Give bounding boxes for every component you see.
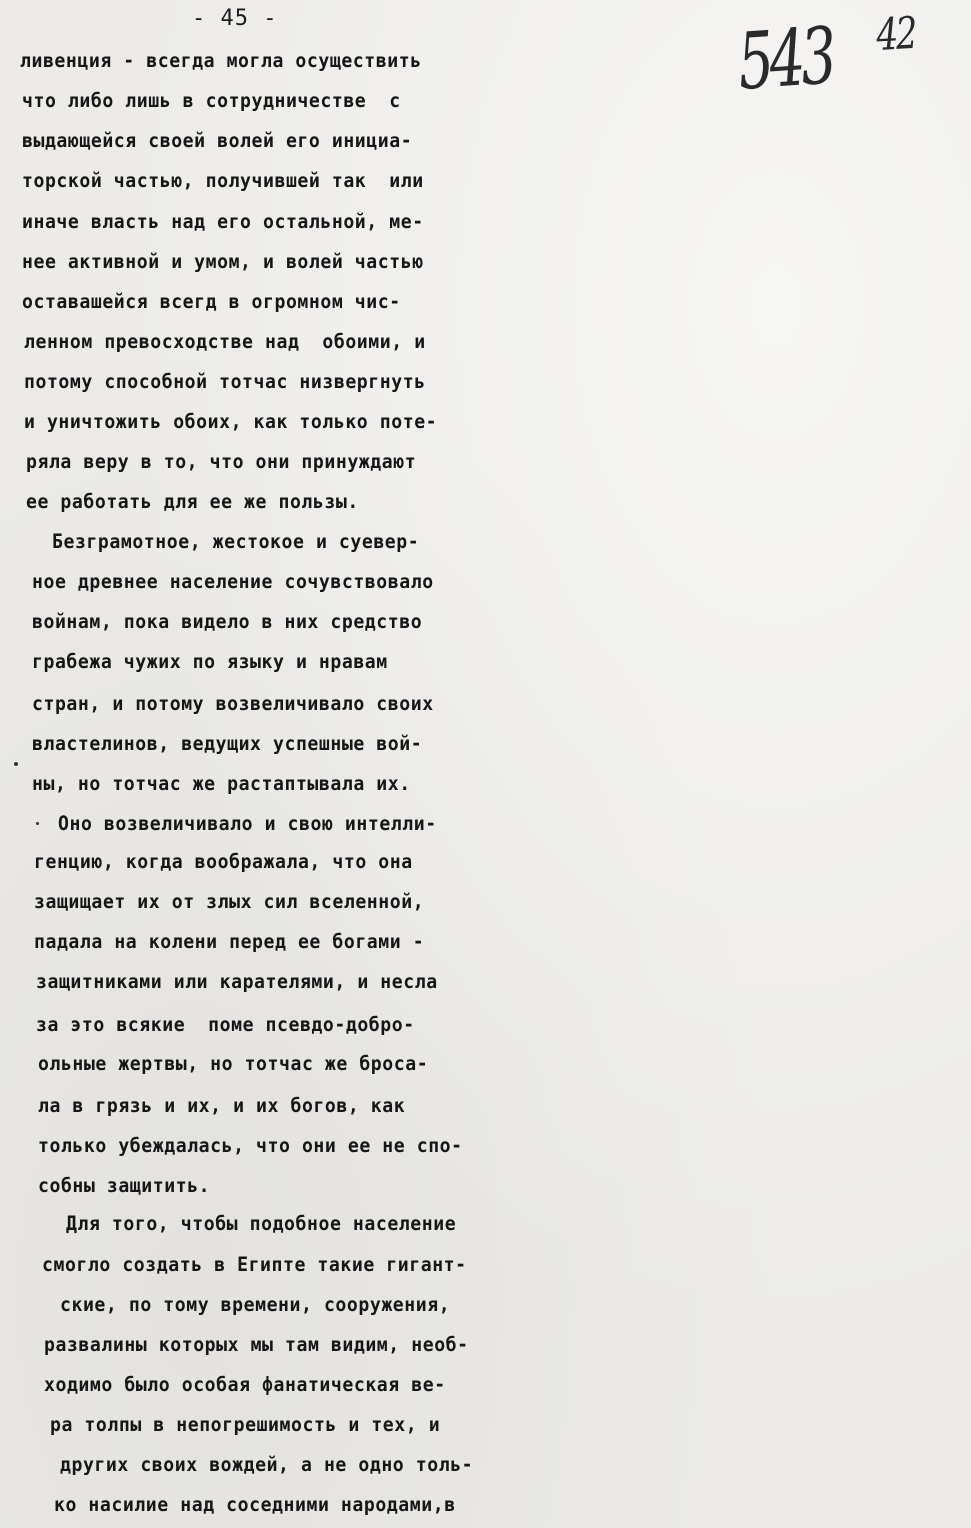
text-line: только убеждалась, что они ее не спо- — [38, 1134, 463, 1157]
text-line: ны, но тотчас же растаптывала их. — [32, 772, 411, 795]
handwritten-annotation: 543 — [735, 11, 836, 108]
text-line: выдающейся своей волей его инициа- — [22, 129, 413, 152]
text-line: нее активной и умом, и волей частью — [22, 250, 424, 273]
margin-dot — [14, 762, 18, 766]
text-line: падала на колени перед ее богами - — [34, 930, 425, 953]
text-line: за это всякие поме псевдо-добро- — [36, 1013, 415, 1036]
text-line: Оно возвеличивало и свою интелли- — [58, 812, 437, 835]
text-line: собны защитить. — [38, 1174, 211, 1197]
text-line: ное древнее население сочувствовало — [32, 570, 434, 593]
text-line: ские, по тому времени, сооружения, — [60, 1293, 451, 1316]
text-line: войнам, пока видело в них средство — [32, 610, 423, 633]
text-line: что либо лишь в сотрудничестве с — [22, 89, 401, 112]
page-number: - 45 - — [192, 6, 278, 31]
text-line: торской частью, получившей так или — [22, 169, 424, 192]
text-line: оставашейся всегд в огромном чис- — [22, 290, 401, 313]
text-line: властелинов, ведущих успешные вой- — [32, 732, 423, 755]
text-line: защищает их от злых сил вселенной, — [34, 890, 425, 913]
text-line: иначе власть над его остальной, ме- — [22, 210, 424, 233]
text-line: развалины которых мы там видим, необ- — [44, 1333, 469, 1356]
text-line: ее работать для ее же пользы. — [26, 490, 359, 513]
text-line: стран, и потому возвеличивало своих — [32, 692, 434, 715]
text-line: Для того, чтобы подобное население — [66, 1212, 457, 1235]
text-line: генцию, когда воображала, что она — [34, 850, 413, 873]
text-line: смогло создать в Египте такие гигант- — [42, 1253, 467, 1276]
text-line: ленном превосходстве над обоими, и — [24, 330, 426, 353]
text-line: ла в грязь и их, и их богов, как — [38, 1094, 406, 1117]
text-line: Безграмотное, жестокое и суевер- — [52, 530, 420, 553]
text-line: потому способной тотчас низвергнуть — [24, 370, 426, 393]
text-line: защитниками или карателями, и несла — [36, 970, 438, 993]
text-line: ра толпы в непогрешимость и тех, и — [50, 1413, 441, 1436]
text-line: ходимо было особая фанатическая ве- — [44, 1373, 446, 1396]
text-line: и уничтожить обоих, как только поте- — [24, 410, 438, 433]
text-line: ливенция - всегда могла осуществить — [20, 49, 422, 72]
text-line: других своих вождей, а не одно толь- — [60, 1453, 474, 1476]
margin-dot — [36, 822, 39, 825]
handwritten-annotation-secondary: 42 — [875, 7, 917, 61]
text-line: ольные жертвы, но тотчас же броса- — [38, 1052, 429, 1075]
text-line: ряла веру в то, что они принуждают — [26, 450, 417, 473]
text-line: ко насилие над соседними народами,в — [54, 1493, 456, 1516]
text-line: грабежа чужих по языку и нравам — [32, 650, 388, 673]
